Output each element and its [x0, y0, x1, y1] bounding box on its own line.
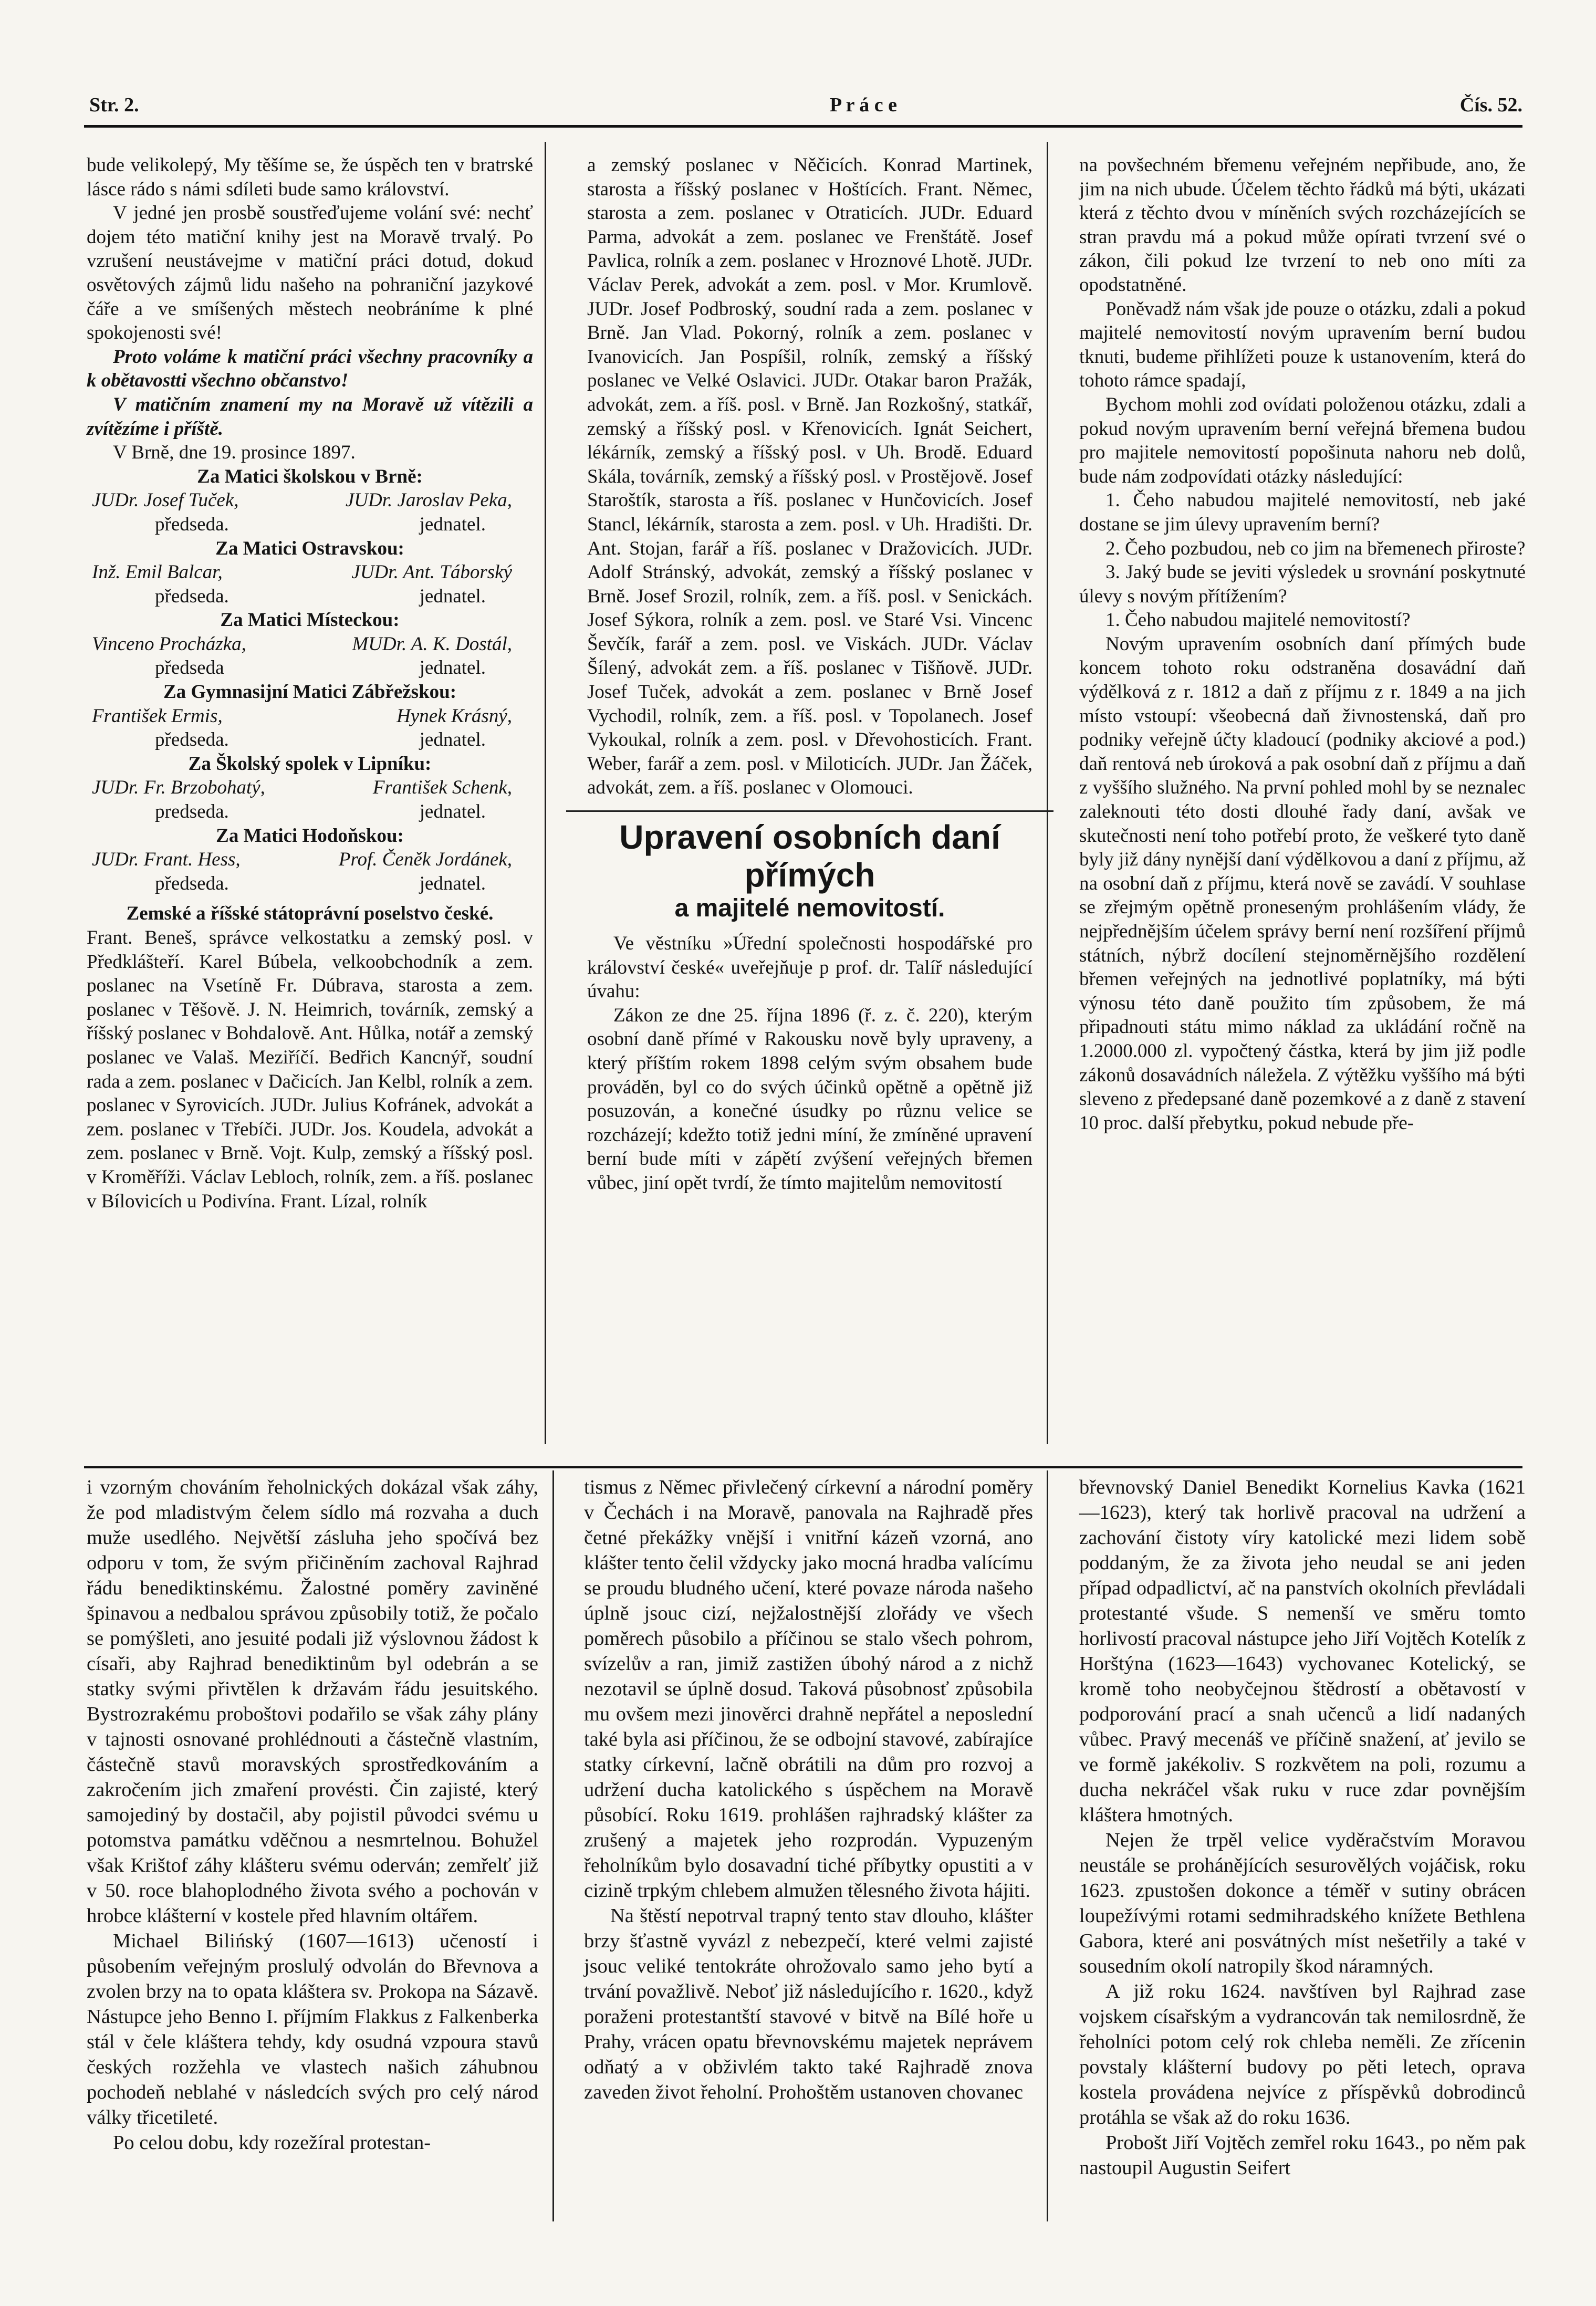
- lower-paragraph: Michael Bilińský (1607—1613) učeností i působením veřejným proslulý odvolán do Břevnova a zvolen brzy na to opata kláštera sv. Prokopa na Sázavě. Nástupce jeho Benno I. příjmím Flakkus z Falkenberka stál v čele kláštera tehdy, kdy osudná vzpoura stavů českých rozžehla ve vlastech našich záhubnou pochodeň neblahé v následcích svých pro celý národ války třicetileté.: [87, 1930, 538, 2128]
- section-rule: [84, 1466, 1522, 1468]
- signature-left: Inž. Emil Balcar,: [92, 561, 223, 583]
- signature-right: František Schenk,: [372, 777, 512, 799]
- article-question: 1. Čeho nabudou majitelé nemovitostí?: [1105, 609, 1411, 631]
- signature-left: František Ermis,: [92, 705, 223, 727]
- article-paragraph: Ve věstníku »Úřední společnosti hospodářské pro království české« uveřejňuje p prof. dr. Talíř následující úvahu:: [587, 933, 1032, 1003]
- article-paragraph: Novým upravením osobních daní přímých bude koncem tohoto roku odstraněna dosavádní daň výdělková z r. 1812 a daň z příjmu z r. 1849 a na jich místo vstoupí: všeobecná daň živnostenská, daň pro podniky veřejně účty kladoucí (podniky akciové a pod.) daň rentová neb úroková a pak osobní daň z příjmu a daň z vyššího služného. Na první pohled mohl by se neznalec zaleknouti této dosti dlouhé řady daní, avšak ve skutečnosti není toho potřebí proto, že veškeré tyto daně byly již dány nynější daní výdělkovou a daní z příjmu, až na osobní daň z příjmu, která nově se zavádí. V souhlase se zřejmým opětně proneseným prohlášením vlády, že nejpřednějším účelem správy berní není rozšíření příjmů státních, nýbrž docílení stejnoměrnějšího rozdělení břemen veřejných na jednotlivé poplatníky, má býti výnosu této daně použito tím způsobem, že má připadnouti státu mimo náklad za ukládání ročně na 1.2000.000 zl. vypočtený částka, která by jim již podle zákonů dosavádních náležela. Z výtěžku vyššího má býti sleveno z předepsané daně pozemkové a z daně z stavení 10 proc. další přebytku, pokud nebude pře-: [1079, 633, 1526, 1134]
- column-2: [587, 153, 1032, 1195]
- lower-paragraph: Nejen že trpěl velice vyděračstvím Moravou neustále se prohánějících sesurovělých vojáčisk, roku 1623. zpustošen dokonce a téměř v sutiny obrácen loupežívými rotami sedmihradského knížete Bethlena Gabora, které ani posvátných míst nešetřily a také v sousedním okolí natropily škod náramných.: [1079, 1829, 1526, 1977]
- column-divider: [1047, 1470, 1048, 2221]
- signature-left: JUDr. Josef Tuček,: [92, 489, 239, 512]
- lower-column-3: [1079, 1475, 1526, 2180]
- envoy-heading: Zemské a říšské státoprávní poselstvo české.: [126, 903, 494, 925]
- signature-left: Vinceno Procházka,: [92, 633, 246, 655]
- lower-column-2: [584, 1475, 1033, 2105]
- lower-paragraph: A již roku 1624. navštíven byl Rajhrad zase vojskem císařským a vydrancován tak nemilosrdně, že řeholníci potom celý rok chleba neměli. Ze zřícenin povstaly klášterní budovy po pěti letech, oprava kostela provádena nejvíce z příspěvků dobrodinců protáhla se však až do roku 1636.: [1079, 1980, 1526, 2128]
- lower-paragraph: břevnovský Daniel Benedikt Kornelius Kavka (1621—1623), který tak horlivě pracoval na udržení a zachování čistoty víry katolické mezi lidem sobě poddaným, že za života jeho neudal se ani jeden případ odpadlictví, ač na panstvích okolních převládali protestanté všude. S nemenší ve směru tomto horlivostí pracoval nástupce jeho Jiří Vojtěch Kotelík z Horštýna (1623—1643) vychovanec Kotelický, se kromě toho neobyčejnou štědrostí a obětavostí v podporování prací a snah učenců a lidí nadaných vůbec. Pravý mecenáš ve příčině snažení, ať jevilo se ve formě jakékoliv. S rozkvětem na poli, rozumu a ducha nekráčel však ruku v ruce zdar povnějším kláštera hmotných.: [1079, 1476, 1526, 1826]
- signature-right: Prof. Čeněk Jordánek,: [338, 849, 512, 871]
- article-subtitle: a majitelé nemovitostí.: [674, 894, 945, 923]
- col1-paragraph: bude velikolepý, My těšíme se, že úspěch ten v bratrské lásce rádo s námi sdíleti bude samo království.: [87, 154, 533, 200]
- signature-role: jednatel.: [419, 801, 486, 823]
- column-divider: [552, 1470, 554, 2221]
- column-divider: [1047, 142, 1048, 1444]
- signature-left: JUDr. Frant. Hess,: [92, 849, 241, 871]
- article-question: 1. Čeho nabudou majitelé nemovitostí, neb jaké dostane se jim úlevy upravením berní?: [1079, 489, 1526, 535]
- signature-role: předseda.: [155, 585, 229, 607]
- signature-right: Hynek Krásný,: [397, 705, 512, 727]
- signature-right: JUDr. Jaroslav Peka,: [345, 489, 512, 512]
- lower-paragraph: tismus z Němec přivlečený církevní a národní poměry v Čechách i na Moravě, panovala na Rajhradě přes četné překážky vnější i vnitřní kázeň vzorná, ano klášter tento čelil vždycky jako mocná hradba valícímu se proudu bludného učení, které povaze národa našeho úplně jsouc cizí, nejžalostnější zlořády ve všech poměrech působilo a příčinou se stalo všech pohrom, svízelův a ran, jimiž zastižen úbohý národ a z nichž nezotavil se úplně dosud. Taková působnosť způsobila mu ovšem mezi jinověrci drahně nepřátel a neposlední také byla asi příčinou, že se odbojní stavové, zabírajíce statky církevní, lačně obrátili na dům pro rozvoj a udržení ducha katolického s úspěchem na Moravě působící. Roku 1619. prohlášen rajhradský klášter za zrušený a majetek jeho rozprodán. Vypuzeným řeholníkům bylo dosavadní tiché příbytky opustiti a v cizině trpkým chlebem almužen tělesného života hájiti.: [584, 1476, 1033, 1902]
- article-paragraph: Zákon ze dne 25. října 1896 (ř. z. č. 220), kterým osobní daně přímé v Rakousku nově byly upraveny, a který příštím rokem 1898 celým svým obsahem bude prováděn, byl co do svých účinků opětně a opětně již posuzován, a konečné úsudky po různu velice se rozcházejí; kdežto totiž jedni míní, že zmíněné upravení berní bude míti v zápětí zvýšení veřejných břemen vůbec, jiní opět tvrdí, že tímto majitelům nemovitostí: [587, 1004, 1032, 1194]
- column-3: [1079, 153, 1526, 1135]
- col1-appeal: V matičním znamení my na Moravě už vítězili a zvítězíme i příště.: [87, 393, 533, 440]
- article-question: 3. Jaký bude se jeviti výsledek u srovnání poskytnuté úlevy s novým přítížením?: [1079, 561, 1526, 607]
- page-header: [84, 93, 1522, 125]
- signature-title: Za Gymnasijní Matici Zábřežskou:: [163, 681, 457, 703]
- lower-paragraph: Na štěstí nepotrval trapný tento stav dlouho, klášter brzy šťastně vyvázl z nebezpečí, které velmi zajisté jsouc veliké tentokráte ohrožovalo samo jeho bytí a trvání považlivě. Neboť již následujícího r. 1620., když poraženi protestantští stavové v bitvě na Bílé hoře u Prahy, vrácen opatu břevnovskému majetek neprávem odňatý a v obživlém takto také Rajhradě znova zaveden život řeholní. Prohoštěm ustanoven chovanec: [584, 1905, 1033, 2103]
- signature-role: jednatel.: [419, 657, 486, 679]
- newspaper-title: P r á c e: [830, 94, 898, 116]
- envoy-list: Frant. Beneš, správce velkostatku a zemský posl. v Předklášteří. Karel Búbela, velkoobchodník a zem. poslanec na Vsetíně Fr. Dúbrava, starosta a zem. poslanec v Těšově. J. N. Heimrich, továrník, zemský a říšský poslanec v Bohdalově. Ant. Hůlka, notář a zemský poslanec ve Valaš. Meziříčí. Bedřich Kancnýř, soudní rada a zem. poslanec v Dačicích. Jan Kelbl, rolník a zem. poslanec v Syrovicích. JUDr. Julius Kofránek, advokát a zem. poslanec v Třebíči. JUDr. Jos. Koudela, advokát a zem. poslanec v Brně. Vojt. Kulp, zemský a říšský posl. v Kroměříži. Václav Lebloch, rolník, zem. a říš. poslanec v Bílovicích u Podivína. Frant. Lízal, rolník: [87, 927, 533, 1212]
- issue-number: Čís. 52.: [1459, 94, 1522, 116]
- article-paragraph: Bychom mohli zod ovídati položenou otázku, zdali a pokud novým upravením berní veřejná břemena budou pro majitele nemovitostí popošinuta nahoru neb dolů, bude nám zodpovídati otázky následující:: [1079, 393, 1526, 487]
- lower-paragraph: i vzorným chováním řeholnických dokázal však záhy, že pod mladistvým čelem sídlo má rozvaha a duch muže usedlého. Největší zásluha jeho spočívá bez odporu v tom, že svým přičiněním zachoval Rajhrad řádu benediktinskému. Žalostné poměry zaviněné špinavou a nedbalou správou způsobily totiž, že počalo se pomýšleti, ano jesuité podali již výslovnou žádost k císaři, aby Rajhrad benediktinům byl odebrán a se statky svými přivtělen k državám řádu jesuitského. Bystrozrakému proboštovi podařilo se však záhy plány v tajnosti osnované prohlédnouti a částečně vlastním, částečně stavů moravských sprostředkováním a zakročením jich zmaření provésti. Čin zajisté, který samojediný by dostačil, aby pojistil původci svému u potomstva památku vděčnou a nesmrtelnou. Bohužel však Krištof záhy klášteru svému oderván; zemřelť již v 50. roce blahoplodného života svého a pochován v hrobce klášterní v kostele před hlavním oltářem.: [87, 1476, 538, 1927]
- page-number: Str. 2.: [89, 94, 139, 116]
- signature-title: Za Matici Ostravskou:: [215, 537, 404, 559]
- col1-paragraph: V jedné jen prosbě soustřeďujeme volání své: nechť dojem této matiční knihy jest na Moravě trvalý. Po vzrušení neustávejme v matiční práci dotud, dokud osvětových zájmů lidu našeho na pohraniční jazykové čáře a ve smíšených městech neobráníme k plné spokojenosti své!: [87, 202, 533, 344]
- column-1: [87, 153, 533, 1213]
- signature-title: Za Matici školskou v Brně:: [197, 465, 423, 487]
- signature-role: jednatel.: [419, 872, 486, 894]
- lower-paragraph: Probošt Jiří Vojtěch zemřel roku 1643., po něm pak nastoupil Augustin Seifert: [1079, 2132, 1526, 2179]
- column-divider: [545, 142, 546, 1444]
- article-title: Upravení osobních daní přímých: [619, 818, 1000, 894]
- col1-appeal: Proto voláme k matiční práci všechny pracovníky a k obětavostti všechno občanstvo!: [87, 346, 533, 392]
- signature-role: předseda.: [155, 729, 229, 751]
- article-paragraph: Poněvadž nám však jde pouze o otázku, zdali a pokud majitelé nemovitostí novým upravením berní budou tknuti, budeme přihlížeti pouze k ustanovením, která do tohoto rámce spadají,: [1079, 298, 1526, 392]
- signature-title: Za Matici Místeckou:: [220, 609, 400, 631]
- signature-role: jednatel.: [419, 513, 486, 535]
- signature-role: predseda.: [155, 801, 229, 823]
- article-question: 2. Čeho pozbudou, neb co jim na břemenech přiroste?: [1105, 537, 1526, 559]
- signature-role: jednatel.: [419, 729, 486, 751]
- lower-paragraph: Po celou dobu, kdy rozežíral protestan-: [113, 2132, 431, 2154]
- article-rule: [566, 810, 1053, 812]
- header-rule: [84, 125, 1522, 128]
- signature-left: JUDr. Fr. Brzobohatý,: [92, 777, 265, 799]
- signature-role: předseda: [155, 657, 224, 679]
- envoy-list-continued: a zemský poslanec v Něčicích. Konrad Martinek, starosta a říšský poslanec v Hoštících. Frant. Němec, starosta a zem. poslanec v Otraticích. JUDr. Eduard Parma, advokát a zem. poslanec ve Frenštátě. Josef Pavlica, rolník a zem. poslanec v Hroznové Lhotě. JUDr. Václav Perek, advokát a zem. posl. v Mor. Krumlově. JUDr. Josef Podbroský, soudní rada a zem. poslanec v Brně. Jan Vlad. Pokorný, rolník a zem. poslanec v Ivanovicích. Jan Pospíšil, rolník, zemský a říšský poslanec ve Velké Oslavici. JUDr. Otakar baron Pražák, advokát, zem. a říš. posl. v Brně. Jan Rozkošný, statkář, zemský a říšský posl. v Křenovicích. Ignát Seichert, lékárník, zemský a říšský posl. v Uh. Brodě. Eduard Skála, továrník, zemský a říšský posl. v Prostějově. Josef Staroštík, starosta a říš. poslanec v Hunčovicích. Josef Stancl, lékárník, starosta a zem. posl. v Uh. Hradišti. Dr. Ant. Stojan, farář a říš. poslanec v Dražovicích. JUDr. Adolf Stránský, advokát, zemský a říšský poslanec v Brně. Josef Srozil, rolník, zem. a říš. posl. v Senickách. Josef Sýkora, rolník a zem. posl. ve Staré Vsi. Vincenc Ševčík, farář a zem. posl. ve Viskách. JUDr. Václav Šílený, advokát zem. a říš. poslanec v Tišňově. JUDr. Josef Tuček, advokát a zem. poslanec v Brně Josef Vychodil, rolník, zem. a říš. posl. v Topolanech. Josef Vykoukal, rolník a zem. posl. v Dřevohosticích. Frant. Weber, farář a zem. posl. v Miloticích. JUDr. Jan Žáček, advokát, zem. a říš. poslanec v Olomouci.: [587, 154, 1032, 799]
- article-paragraph: na povšechném břemenu veřejném nepřibude, ano, že jim na nich ubude. Účelem těchto řádků má býti, ukázati která z těchto dvou v míněních svých rozcházejících se stran pravdu má a pokud může opírati tvrzení své o zákon, čili pokud lze tvrzení to neb ono míti za opodstatněné.: [1079, 154, 1526, 296]
- signature-role: předseda.: [155, 513, 229, 535]
- signature-title: Za Matici Hodoňskou:: [216, 825, 404, 847]
- signature-right: MUDr. A. K. Dostál,: [352, 633, 512, 655]
- signature-role: jednatel.: [419, 585, 486, 607]
- lower-column-1: [87, 1475, 538, 2155]
- col1-date: V Brně, dne 19. prosince 1897.: [113, 442, 356, 464]
- signature-right: JUDr. Ant. Táborský: [351, 561, 512, 583]
- signature-title: Za Školský spolek v Lipníku:: [188, 753, 432, 775]
- signature-role: předseda.: [155, 872, 229, 894]
